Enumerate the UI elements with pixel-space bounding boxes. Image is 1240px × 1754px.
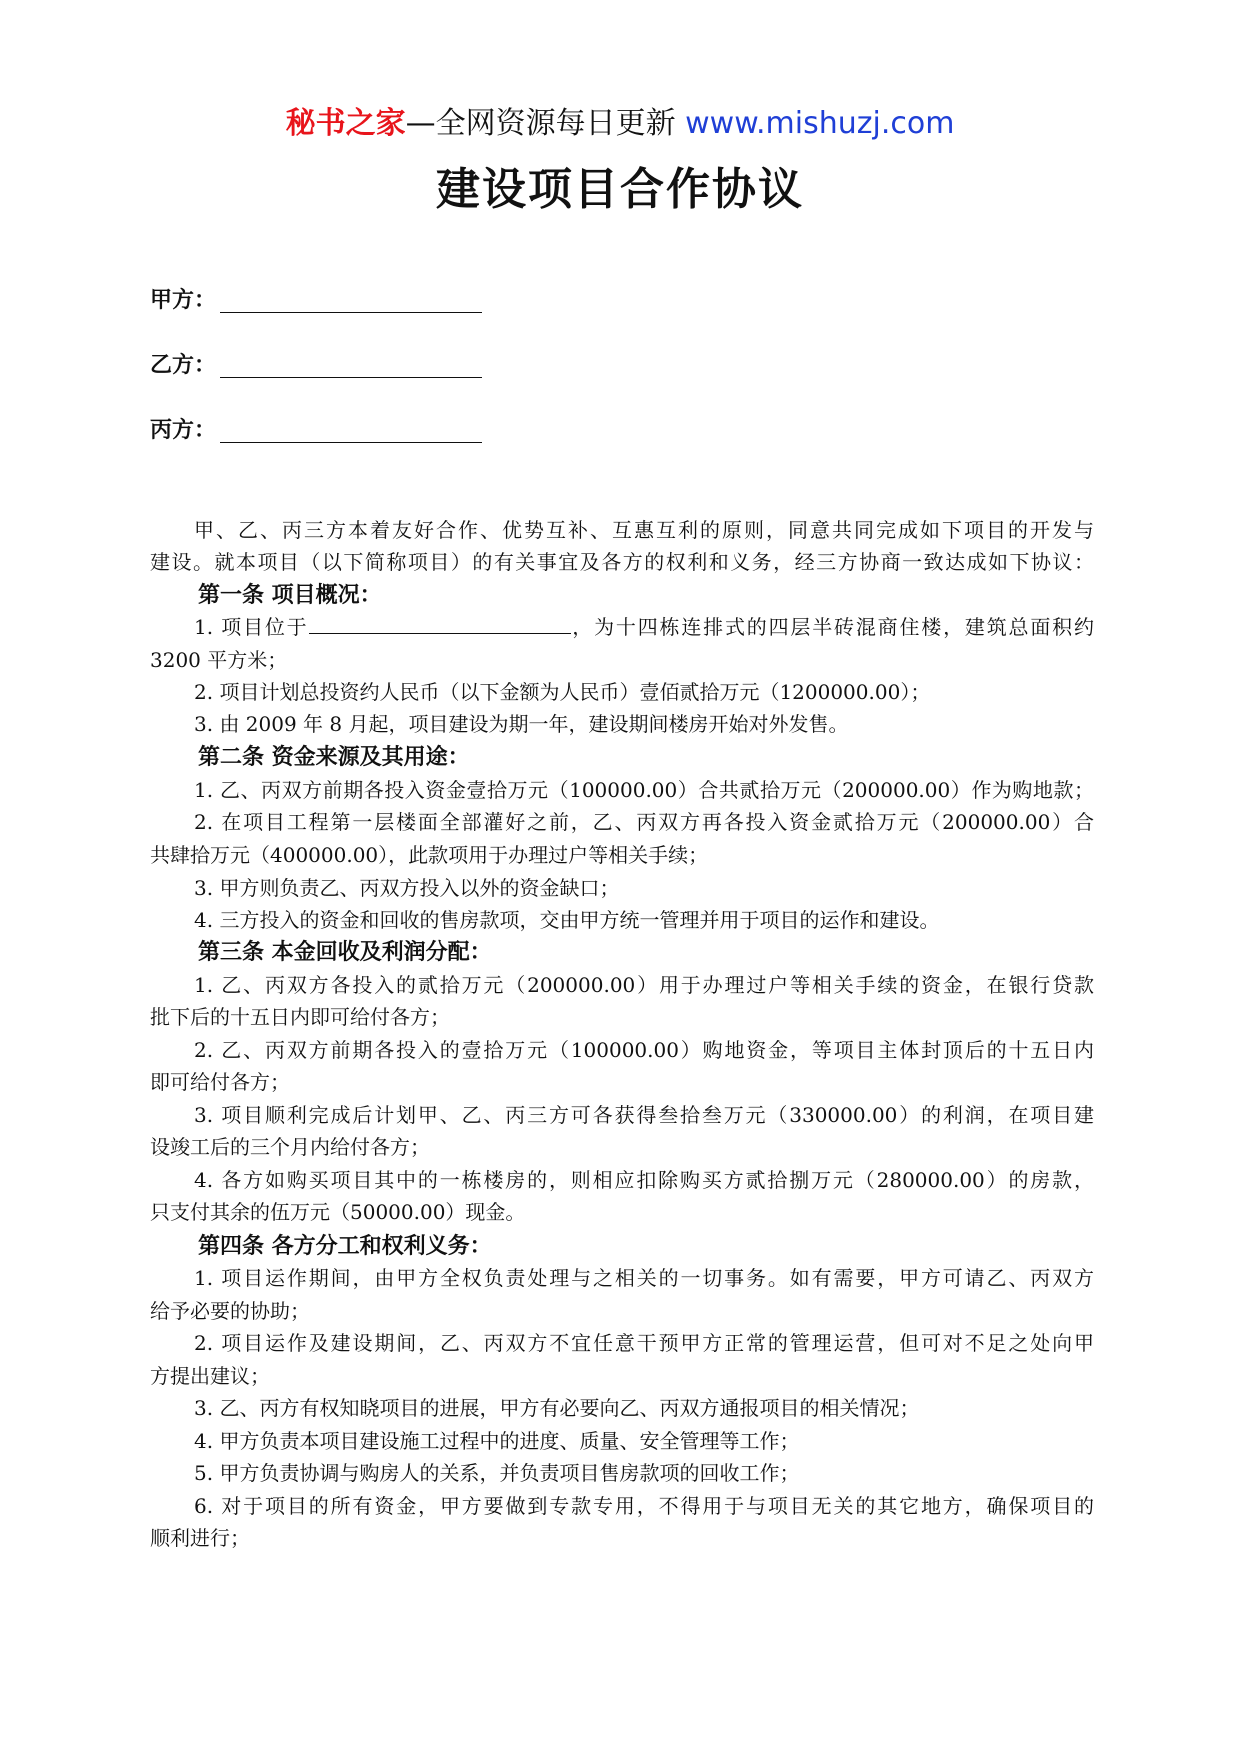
article-1-item-3: 3. 由 2009 年 8 月起，项目建设为期一年，建设期间楼房开始对外发售。 [194,712,849,736]
intro-line-1: 甲、乙、丙三方本着友好合作、优势互补、互惠互利的原则，同意共同完成如下项目的开发与 [194,518,1094,542]
party-a-field [150,286,482,316]
article-4-item-1: 1. 项目运作期间，由甲方全权负责处理与之相关的一切事务。如有需要，甲方可请乙、丙双方 [194,1266,1094,1290]
article-3-item-3-cont: 设竣工后的三个月内给付各方； [150,1135,430,1159]
party-b-field [150,351,482,381]
party-c-field [150,416,482,446]
article-1-item-1-end: ，为十四栋连排式的四层半砖混商住楼，建筑总面积约 [570,615,1094,639]
article-3-item-2-cont: 即可给付各方； [150,1070,290,1094]
document-title: 建设项目合作协议 [436,164,804,215]
article-2-item-4: 4. 三方投入的资金和回收的售房款项，交由甲方统一管理并用于项目的运作和建设。 [194,908,940,932]
article-1-item-1 [150,611,1094,643]
article-4-item-6: 6. 对于项目的所有资金，甲方要做到专款专用，不得用于与项目无关的其它地方，确保项目的 [194,1494,1094,1518]
party-c-label: 丙方： [150,418,217,443]
article-1-item-2: 2. 项目计划总投资约人民币（以下金额为人民币）壹佰贰拾万元（1200000.00）； [194,680,931,704]
article-1-item-1-cont: 3200 平方米； [150,648,288,672]
party-a-blank [220,290,482,313]
project-location-blank [309,613,571,634]
article-3-heading: 第三条 本金回收及利润分配： [198,940,492,965]
article-1-item-1-start: 1. 项目位于 [194,615,309,639]
article-4-item-6-cont: 顺利进行； [150,1526,250,1550]
article-4-item-1-cont: 给予必要的协助； [150,1299,310,1323]
article-2-item-1: 1. 乙、丙双方前期各投入资金壹拾万元（100000.00）合共贰拾万元（200000.00）作为购地款； [194,778,1094,802]
article-4-item-2: 2. 项目运作及建设期间，乙、丙双方不宜任意干预甲方正常的管理运营，但可对不足之处向甲 [194,1331,1094,1355]
article-3-item-2: 2. 乙、丙双方前期各投入的壹拾万元（100000.00）购地资金，等项目主体封顶后的十五日内 [194,1038,1094,1062]
intro-line-2: 建设。就本项目（以下简称项目）的有关事宜及各方的权利和义务，经三方协商一致达成如下协议： [150,550,1094,574]
banner-slogan: —全网资源每日更新 [405,106,676,141]
article-3-item-1: 1. 乙、丙双方各投入的贰拾万元（200000.00）用于办理过户等相关手续的资金，在银行贷款 [194,973,1094,997]
party-c-blank [220,420,482,443]
article-3-item-4-cont: 只支付其余的伍万元（50000.00）现金。 [150,1200,526,1224]
article-3-item-1-cont: 批下后的十五日内即可给付各方； [150,1005,450,1029]
article-3-item-4: 4. 各方如购买项目其中的一栋楼房的，则相应扣除购买方贰拾捌万元（280000.00）的房款， [194,1168,1094,1192]
article-2-item-3: 3. 甲方则负责乙、丙双方投入以外的资金缺口； [194,876,620,900]
article-1-heading: 第一条 项目概况： [198,583,382,608]
party-b-blank [220,355,482,378]
banner-url-link[interactable]: www.mishuzj.com [685,106,955,141]
article-4-item-3: 3. 乙、丙方有权知晓项目的进展，甲方有必要向乙、丙双方通报项目的相关情况； [194,1396,920,1420]
article-4-item-4: 4. 甲方负责本项目建设施工过程中的进度、质量、安全管理等工作； [194,1429,800,1453]
banner-brand: 秘书之家 [285,106,406,141]
article-4-heading: 第四条 各方分工和权利义务： [198,1234,492,1259]
article-4-item-2-cont: 方提出建议； [150,1364,270,1388]
article-2-heading: 第二条 资金来源及其用途： [198,745,470,770]
article-3-item-3: 3. 项目顺利完成后计划甲、乙、丙三方可各获得叁拾叁万元（330000.00）的利润，在项目建 [194,1103,1094,1127]
article-2-item-2: 2. 在项目工程第一层楼面全部灌好之前，乙、丙双方再各投入资金贰拾万元（200000.00）合 [194,810,1094,834]
article-2-item-2-cont: 共肆拾万元（400000.00），此款项用于办理过户等相关手续； [150,843,709,867]
article-4-item-5: 5. 甲方负责协调与购房人的关系，并负责项目售房款项的回收工作； [194,1461,800,1485]
party-b-label: 乙方： [150,353,217,378]
party-a-label: 甲方： [150,288,217,313]
site-banner [0,104,1240,144]
